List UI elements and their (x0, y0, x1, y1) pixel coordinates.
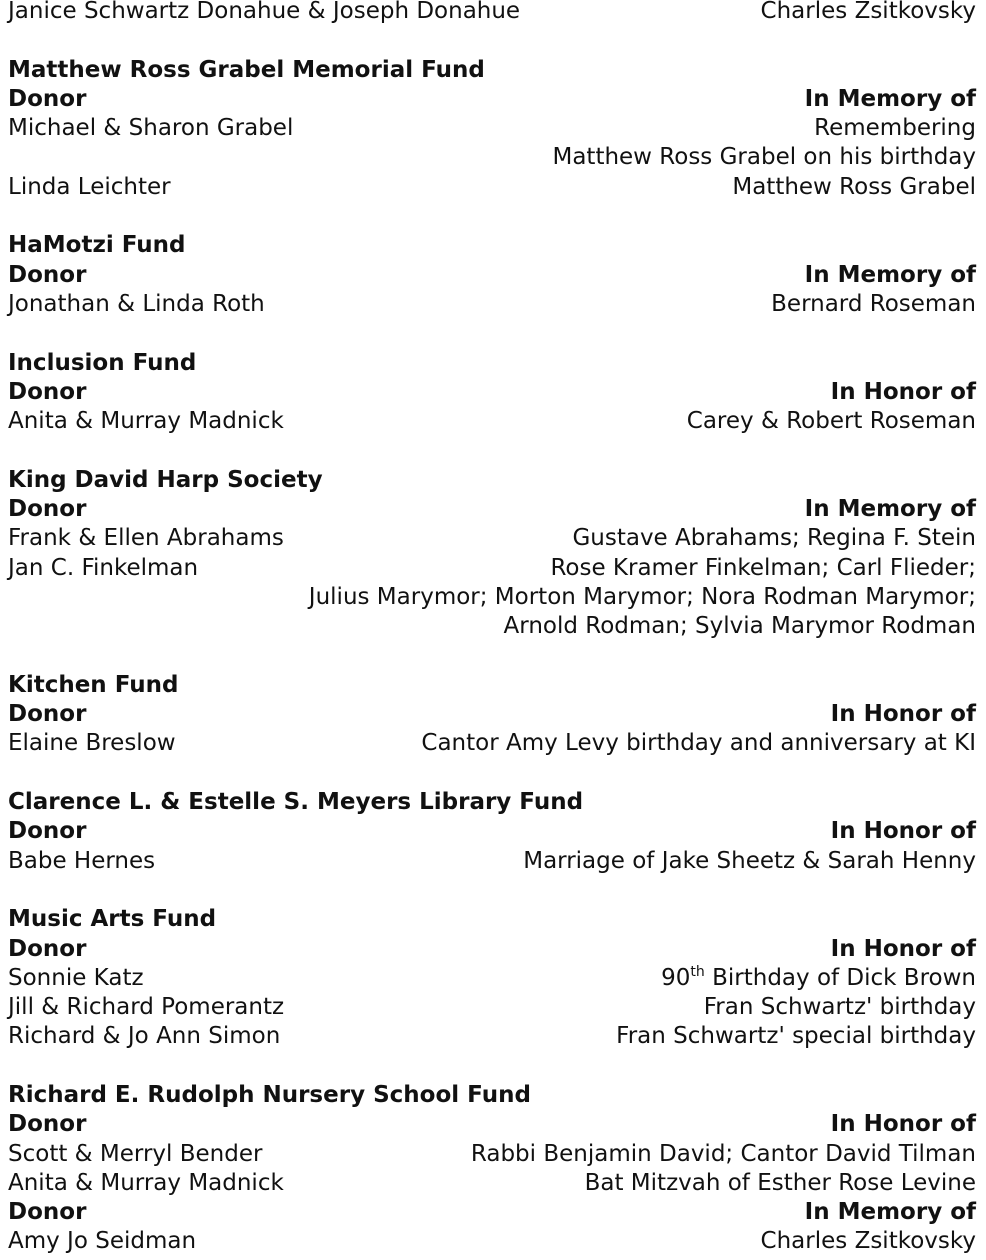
tribute-name: Julius Marymor; Morton Marymor; Nora Rodman Marymor; (308, 583, 976, 610)
donor-header: Donor (8, 701, 87, 728)
donor-name: Jan C. Finkelman (8, 554, 199, 581)
column-headers (8, 817, 976, 846)
tribute-header: In Honor of (830, 378, 976, 405)
tribute-name: Matthew Ross Grabel on his birthday (552, 144, 976, 171)
section-spacer (8, 759, 976, 788)
fund-section (8, 788, 976, 876)
section-spacer (8, 26, 976, 55)
fund-section (8, 349, 976, 437)
donor-name: Amy Jo Seidman (8, 1228, 197, 1255)
donor-entry (8, 847, 976, 876)
section-spacer (8, 202, 976, 231)
tribute-continuation (8, 583, 976, 612)
donor-name: Elaine Breslow (8, 730, 176, 757)
donor-entry (8, 993, 976, 1022)
fund-section (8, 671, 976, 759)
donor-name: Babe Hernes (8, 847, 156, 874)
donor-name: Janice Schwartz Donahue & Joseph Donahue (8, 0, 521, 24)
tribute-name: Cantor Amy Levy birthday and anniversary at KI (421, 730, 976, 757)
tribute-name: Marriage of Jake Sheetz & Sarah Henny (523, 847, 976, 874)
fund-title: Richard E. Rudolph Nursery School Fund (8, 1081, 531, 1108)
donor-name: Jonathan & Linda Roth (8, 290, 265, 317)
donor-name: Jill & Richard Pomerantz (8, 994, 285, 1021)
fund-section (8, 56, 976, 202)
section-spacer (8, 436, 976, 465)
fund-title: Music Arts Fund (8, 906, 217, 933)
tribute-name: Charles Zsitkovsky (760, 1228, 976, 1255)
donor-header: Donor (8, 1111, 87, 1138)
donor-entry (8, 114, 976, 143)
section-spacer (8, 876, 976, 905)
column-headers (8, 1110, 976, 1139)
donor-entry (8, 290, 976, 319)
donor-name: Richard & Jo Ann Simon (8, 1023, 281, 1050)
donor-header: Donor (8, 1199, 87, 1226)
donor-name: Frank & Ellen Abrahams (8, 525, 284, 552)
fund-title: King David Harp Society (8, 466, 323, 493)
donor-header: Donor (8, 261, 87, 288)
column-headers (8, 85, 976, 114)
donor-name: Anita & Murray Madnick (8, 1169, 284, 1196)
section-spacer (8, 319, 976, 348)
donor-header: Donor (8, 85, 87, 112)
tribute-name: Gustave Abrahams; Regina F. Stein (572, 525, 976, 552)
donor-entry (8, 1140, 976, 1169)
donor-header: Donor (8, 935, 87, 962)
tribute-header: In Memory of (804, 496, 976, 523)
tribute-header: In Memory of (804, 85, 976, 112)
donor-entry (8, 729, 976, 758)
donor-entry (8, 407, 976, 436)
tribute-name: Charles Zsitkovsky (760, 0, 976, 24)
tribute-name: Fran Schwartz' birthday (703, 994, 976, 1021)
tribute-ordinal-number: 90 (661, 964, 691, 991)
column-headers (8, 1198, 976, 1227)
donor-name: Linda Leichter (8, 173, 171, 200)
tribute-name: Arnold Rodman; Sylvia Marymor Rodman (503, 613, 976, 640)
tribute-name: Bat Mitzvah of Esther Rose Levine (584, 1169, 976, 1196)
fund-section (8, 1081, 976, 1257)
donor-header: Donor (8, 818, 87, 845)
donor-header: Donor (8, 378, 87, 405)
fund-title: Kitchen Fund (8, 671, 179, 698)
tribute-name: Matthew Ross Grabel (732, 173, 976, 200)
tribute-header: In Memory of (804, 1199, 976, 1226)
donor-entry (8, 554, 976, 583)
tribute-name: Bernard Roseman (771, 290, 976, 317)
fund-section (8, 466, 976, 642)
tribute-name: Rose Kramer Finkelman; Carl Flieder; (550, 554, 976, 581)
tribute-name: Carey & Robert Roseman (686, 408, 976, 435)
column-headers (8, 700, 976, 729)
tribute-name: Fran Schwartz' special birthday (616, 1023, 976, 1050)
fund-title: HaMotzi Fund (8, 232, 186, 259)
column-headers (8, 495, 976, 524)
tribute-name: Rabbi Benjamin David; Cantor David Tilman (470, 1140, 976, 1167)
donor-entry (8, 0, 976, 26)
section-spacer (8, 1052, 976, 1081)
tribute-name (661, 964, 976, 993)
tribute-continuation (8, 143, 976, 172)
fund-section (8, 231, 976, 319)
donor-listing-page (8, 0, 976, 1257)
donor-entry (8, 524, 976, 553)
column-headers (8, 935, 976, 964)
tribute-name: Remembering (814, 115, 976, 142)
fund-title: Clarence L. & Estelle S. Meyers Library Fund (8, 789, 584, 816)
donor-entry (8, 1022, 976, 1051)
tribute-continuation (8, 612, 976, 641)
tribute-header: In Memory of (804, 261, 976, 288)
tribute-header: In Honor of (830, 935, 976, 962)
donor-name: Michael & Sharon Grabel (8, 115, 294, 142)
tribute-header: In Honor of (830, 818, 976, 845)
donor-name: Anita & Murray Madnick (8, 408, 284, 435)
tribute-text: Birthday of Dick Brown (704, 964, 976, 991)
tribute-header: In Honor of (830, 701, 976, 728)
column-headers (8, 261, 976, 290)
donor-entry (8, 173, 976, 202)
fund-title: Inclusion Fund (8, 349, 197, 376)
section-spacer (8, 642, 976, 671)
donor-name: Sonnie Katz (8, 964, 144, 991)
donor-name: Scott & Merryl Bender (8, 1140, 263, 1167)
donor-entry (8, 1227, 976, 1256)
donor-entry (8, 964, 976, 993)
fund-title: Matthew Ross Grabel Memorial Fund (8, 56, 485, 83)
fund-section (8, 905, 976, 1051)
donor-header: Donor (8, 496, 87, 523)
donor-entry (8, 1169, 976, 1198)
tribute-ordinal-suffix: th (690, 963, 705, 980)
tribute-header: In Honor of (830, 1111, 976, 1138)
column-headers (8, 378, 976, 407)
